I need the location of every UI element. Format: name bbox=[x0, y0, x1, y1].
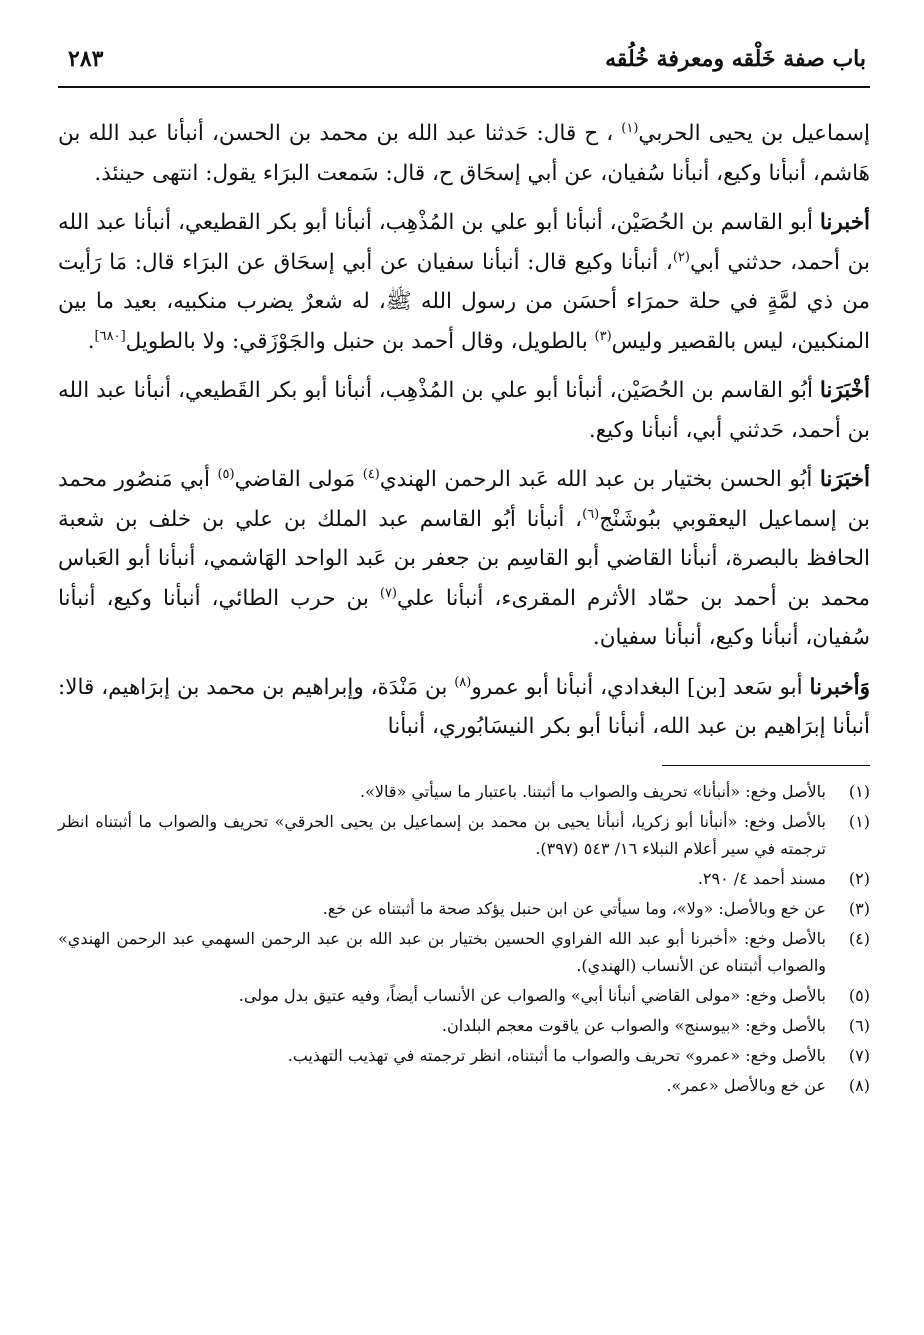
paragraph-text: أبُو الحسن بختيار بن عبد الله عَبد الرحمن الهندي bbox=[379, 467, 820, 492]
book-page bbox=[58, 40, 870, 1290]
paragraph bbox=[58, 668, 870, 747]
footnote-ref: (١) bbox=[621, 120, 639, 136]
footnote-text: عن خع وبالأصل: «ولا»، وما سيأتي عن ابن حنبل يؤكد صحة ما أثبتناه عن خع. bbox=[322, 898, 826, 918]
footnote-ref: (٦) bbox=[582, 506, 600, 522]
footnote bbox=[58, 808, 870, 862]
footnote bbox=[58, 982, 870, 1009]
footnote bbox=[58, 778, 870, 805]
footnote-number: (١) bbox=[848, 781, 870, 801]
footnote-ref: (٨) bbox=[454, 674, 472, 690]
footnote-ref: (٣) bbox=[594, 328, 612, 344]
footnote bbox=[58, 1042, 870, 1069]
footnote-number: (٤) bbox=[848, 928, 870, 948]
page-header bbox=[58, 40, 870, 88]
paragraph bbox=[58, 460, 870, 658]
footnote-number: (٧) bbox=[848, 1045, 870, 1065]
footnote-number: (٢) bbox=[848, 868, 870, 888]
footnote-text: بالأصل وخع: «أنبأنا» تحريف والصواب ما أثبتنا. باعتبار ما سيأتي «قالا». bbox=[360, 781, 826, 801]
footnote bbox=[58, 895, 870, 922]
footnote bbox=[58, 1072, 870, 1099]
footnote bbox=[58, 1012, 870, 1039]
footnote-text: بالأصل وخع: «أخبرنا أبو عبد الله الفراوي الحسين بختيار بن عبد الله بن عبد الرحمن السهمي عبد الرحمن الهندي» والصواب أثبتناه عن الأنساب (الهندي). bbox=[58, 928, 826, 975]
footnote bbox=[58, 865, 870, 892]
footnote-ref: (٥) bbox=[217, 466, 235, 482]
footnote-text: بالأصل وخع: «عمرو» تحريف والصواب ما أثبتناه، انظر ترجمته في تهذيب التهذيب. bbox=[287, 1045, 826, 1065]
footnote-text: بالأصل وخع: «مولى القاضي أنبأنا أبي» والصواب عن الأنساب أيضاً، وفيه عتيق بدل مولى. bbox=[238, 985, 826, 1005]
paragraph-lead: وَأخبرنا bbox=[809, 674, 870, 700]
chapter-title: باب صفة خَلْقه ومعرفة خُلُقه bbox=[605, 46, 866, 72]
main-text bbox=[58, 114, 870, 747]
paragraph-lead: أخْبَرَنا bbox=[819, 378, 870, 403]
paragraph-lead: أخبَرَنا bbox=[819, 467, 870, 492]
footnote-ref: (٧) bbox=[379, 585, 397, 601]
paragraph-text: ، أنبأنا أبُو القاسم عبد الملك بن علي بن خلف بن شعبة الحافظ بالبصرة، أنبأنا القاضي أبو القاسِم بن جعفر بن عَبد الواحد الهَاشمي، أنبأنا أبو العَباس محمد بن أحمد بن حمّاد الأثرم المقرىء، أنبأنا علي bbox=[58, 506, 870, 611]
footnote-text: بالأصل وخع: «أنبأنا أبو زكريا، أنبأنا يحيى بن محمد بن إسماعيل بن يحيى الحرقي» تحريف والصواب ما أثبتناه انظر ترجمته في سير أعلام النبلاء ١٦/ ٥٤٣ (٣٩٧). bbox=[58, 811, 826, 858]
footnote-number: (٦) bbox=[848, 1015, 870, 1035]
paragraph-text: أبو سَعد [بن] البغدادي، أنبأنا أبو عمرو bbox=[471, 674, 810, 700]
footnote-number: (٥) bbox=[848, 985, 870, 1005]
paragraph-text: . bbox=[87, 328, 95, 354]
paragraph-text: بن حرب الطائي، أنبأنا وكيع، أنبأنا سُفيان، أنبأنا وكيع، أنبأنا سفيان. bbox=[58, 585, 870, 650]
footnote-text: عن خع وبالأصل «عمر». bbox=[666, 1075, 826, 1095]
paragraph bbox=[58, 114, 870, 193]
page-number: ٢٨٣ bbox=[68, 46, 104, 72]
footnote-ref: (٤) bbox=[362, 466, 380, 482]
paragraph-text: أبو القاسم بن الحُصَيْن، أنبأنا أبو علي بن المُذْهِب، أنبأنا أبو بكر القطيعي، أنبأنا عبد الله بن أحمد، حدثني أبي bbox=[58, 210, 871, 275]
footnote-number: (٣) bbox=[848, 898, 870, 918]
footnote-number: (١) bbox=[848, 811, 870, 831]
paragraph-text: ، ح قال: حَدثنا عبد الله بن محمد بن الحسن، أنبأنا عبد الله بن هَاشم، أنبأنا وكيع، أنبأنا سُفيان، عن أبي إسحَاق ح، قال: سَمعت البرَاء يقول: انتهى حينئذ. bbox=[58, 121, 870, 186]
paragraph-lead: أخبرنا bbox=[819, 210, 870, 235]
paragraph-text: مَولى القاضي bbox=[234, 467, 363, 492]
footnote bbox=[58, 925, 870, 979]
footnote-ref: (٢) bbox=[672, 249, 690, 265]
paragraph-text: ، أنبأنا وكيع قال: أنبأنا سفيان عن أبي إسحَاق عن البرَاء قال: مَا رَأيت من ذي لمَّةٍ في حلة حمرَاء أحسَن من رسول الله ﷺ، له شعرٌ يضرب منكبيه، بعيد ما بين المنكبين، ليس بالقصير وليس bbox=[58, 249, 870, 354]
paragraph bbox=[58, 203, 870, 361]
paragraph-text: بالطويل، وقال أحمد بن حنبل والجَوْزَقي: ولا بالطويل bbox=[125, 328, 595, 354]
footnote-ref: [٦٨٠] bbox=[94, 328, 126, 344]
footnote-text: مسند أحمد ٤/ ٢٩٠. bbox=[697, 868, 826, 888]
footnote-text: بالأصل وخع: «بيوسنج» والصواب عن ياقوت معجم البلدان. bbox=[441, 1015, 826, 1035]
paragraph-text: أبي مَنصُور محمد بن إسماعيل اليعقوبي ببُوشَنْج bbox=[58, 467, 870, 532]
footnote-divider bbox=[662, 765, 870, 766]
paragraph-text: أبُو القاسم بن الحُصَيْن، أنبأنا أبو علي بن المُذْهِب، أنبأنا أبو بكر القَطيعي، أنبأنا عبد الله بن أحمد، حَدثني أبي، أنبأنا وكيع. bbox=[58, 378, 870, 443]
footnotes bbox=[58, 778, 870, 1099]
paragraph-text: إسماعيل بن يحيى الحربي bbox=[638, 121, 870, 146]
footnote-number: (٨) bbox=[848, 1075, 870, 1095]
paragraph-text: بن مَنْدَة، وإبراهيم بن محمد بن إبرَاهيم، قالا: أنبأنا إبرَاهيم بن عبد الله، أنبأنا أبو بكر النيسَابُوري، أنبأنا bbox=[58, 674, 870, 739]
paragraph bbox=[58, 371, 870, 450]
